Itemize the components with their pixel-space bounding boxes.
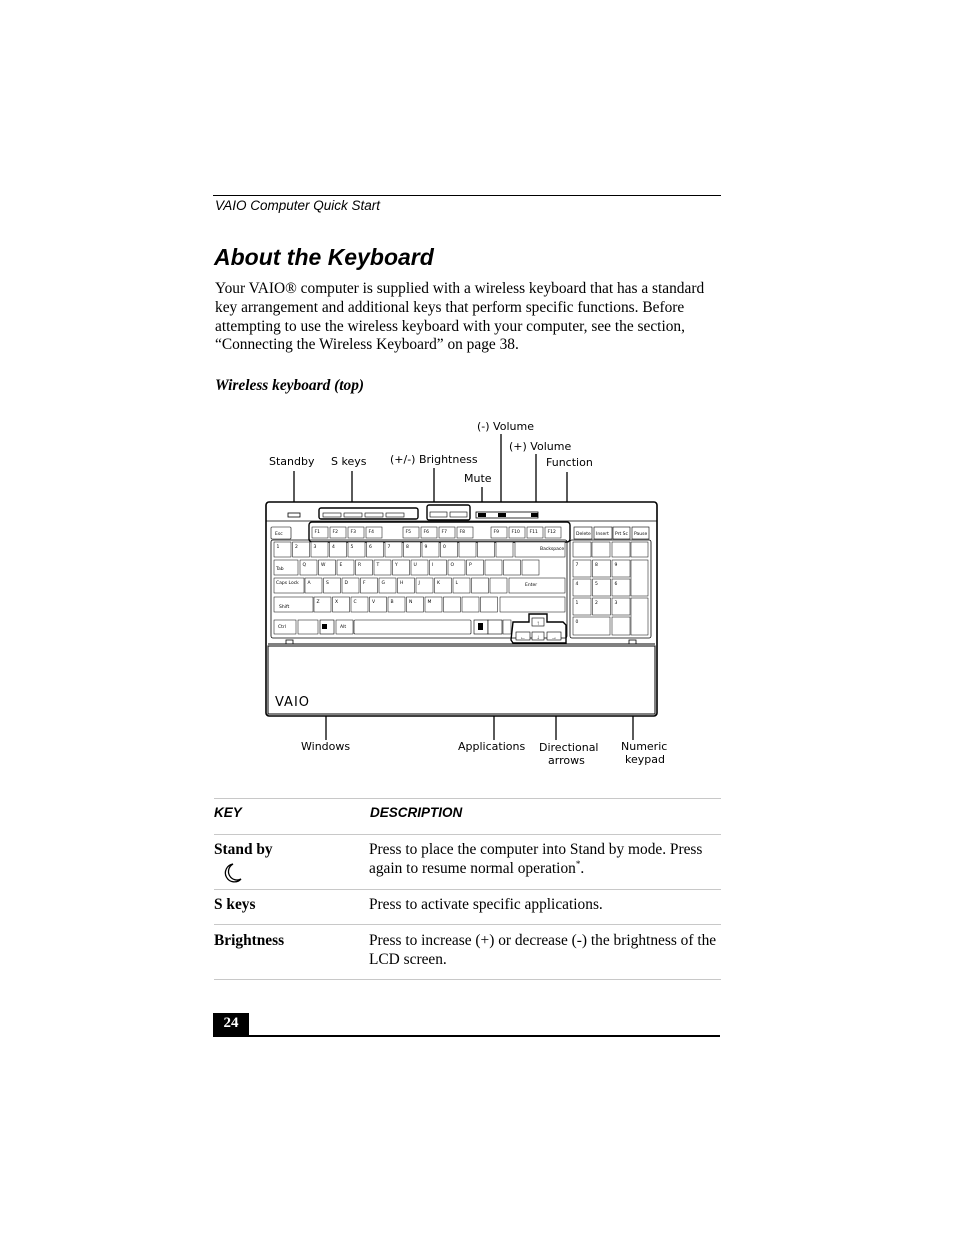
key-label: F7 xyxy=(441,530,447,535)
callout-minus-volume: (-) Volume xyxy=(477,420,534,433)
key-label: 3 xyxy=(313,545,317,550)
description-brightness: Press to increase (+) or decrease (-) the brightness of the LCD screen. xyxy=(369,932,717,968)
key-label: 9 xyxy=(424,545,428,550)
table-rule xyxy=(214,889,721,890)
key-label: J xyxy=(418,581,420,586)
function-keys xyxy=(312,527,561,538)
table-rule xyxy=(214,834,721,835)
keypad-zero-key xyxy=(573,617,610,635)
key-label: F5 xyxy=(405,530,411,535)
callout-function: Function xyxy=(546,456,593,469)
table-rule xyxy=(214,979,721,980)
key-label: E xyxy=(339,563,343,568)
callout-directional-2: arrows xyxy=(548,754,585,767)
key-label: L xyxy=(455,581,459,586)
letter-key xyxy=(481,597,498,612)
key-label: O xyxy=(450,563,455,568)
callout-mute: Mute xyxy=(464,472,492,485)
key-label: 2 xyxy=(595,601,598,606)
table-rule xyxy=(214,798,721,799)
callout-directional-1: Directional xyxy=(539,741,599,754)
key-stand-by: Stand by xyxy=(214,841,273,858)
key-s-keys: S keys xyxy=(214,896,256,913)
svg-text:Alt: Alt xyxy=(340,625,347,630)
key-label: F11 xyxy=(529,530,538,535)
letter-key xyxy=(504,560,521,575)
key-label: Z xyxy=(316,600,320,605)
keypad-key xyxy=(631,542,648,557)
key-label: F4 xyxy=(368,530,374,535)
callout-s-keys: S keys xyxy=(331,455,367,468)
key-label: 6 xyxy=(369,545,372,550)
page-number-box xyxy=(213,1013,249,1036)
svg-text:Delete: Delete xyxy=(576,532,591,537)
key-label: F xyxy=(363,581,366,586)
key-label: F8 xyxy=(459,530,465,535)
vaio-logo: VAIO xyxy=(275,695,311,710)
callout-plus-volume: (+) Volume xyxy=(509,440,572,453)
intro-paragraph xyxy=(215,280,723,355)
letter-key xyxy=(490,578,507,593)
key-label: 1 xyxy=(575,601,579,606)
svg-text:Prt Sc: Prt Sc xyxy=(615,532,629,537)
keypad-plus-key xyxy=(631,560,648,596)
page-title: About the Keyboard xyxy=(214,244,434,270)
intro-line: key arrangement and additional keys that perform specific functions. Before xyxy=(215,298,685,316)
key-label: 5 xyxy=(350,545,354,550)
number-key xyxy=(478,542,495,557)
header-rule xyxy=(213,195,721,196)
key-label: 4 xyxy=(332,545,335,550)
key-label: 4 xyxy=(575,582,579,587)
svg-text:Pause: Pause xyxy=(634,532,648,537)
description-stand-by: Press to place the computer into Stand by mode. Press again to resume normal operation*. xyxy=(369,841,703,877)
keypad-del-key xyxy=(612,617,630,635)
number-key xyxy=(459,542,476,557)
letter-key xyxy=(462,597,479,612)
svg-text:Enter: Enter xyxy=(525,583,538,588)
crescent-moon-icon xyxy=(219,862,243,884)
key-label: 7 xyxy=(387,545,391,550)
svg-text:Shift: Shift xyxy=(279,605,290,610)
key-brightness: Brightness xyxy=(214,932,285,949)
key-label: K xyxy=(437,581,440,586)
key-label: U xyxy=(413,563,417,568)
key-label: F1 xyxy=(314,530,320,535)
key-label: 3 xyxy=(614,601,618,606)
key-label: 1 xyxy=(276,545,280,550)
key-label: C xyxy=(353,600,357,605)
intro-line: “Connecting the Wireless Keyboard” on page 38. xyxy=(215,336,519,354)
arrow-left-icon: ← xyxy=(520,635,526,641)
key-label: 2 xyxy=(295,545,298,550)
arrow-up-icon: ↑ xyxy=(536,621,540,627)
keypad-enter-key xyxy=(631,598,648,635)
letter-key xyxy=(522,560,539,575)
svg-text:Ctrl: Ctrl xyxy=(278,625,287,630)
key-label: 6 xyxy=(614,582,618,587)
standby-button xyxy=(288,513,300,517)
table-rule xyxy=(214,924,721,925)
number-key xyxy=(496,542,513,557)
letter-key xyxy=(472,578,489,593)
footer-rule xyxy=(213,1035,720,1037)
key-label: R xyxy=(358,563,362,568)
callout-standby: Standby xyxy=(269,455,315,468)
arrow-right-icon: → xyxy=(551,635,557,641)
key-label: T xyxy=(376,563,380,568)
key-label: B xyxy=(390,600,394,605)
fn-key xyxy=(298,620,318,634)
figure-caption: Wireless keyboard (top) xyxy=(215,377,365,394)
key-label: P xyxy=(469,563,472,568)
key-label: S xyxy=(326,581,329,586)
page-number: 24 xyxy=(223,1015,239,1031)
key-label: F9 xyxy=(493,530,499,535)
key-label: W xyxy=(321,563,326,568)
key-label: F12 xyxy=(547,530,556,535)
key-label: 0 xyxy=(443,545,446,550)
right-shift-key xyxy=(500,597,565,612)
running-header: VAIO Computer Quick Start xyxy=(215,198,381,213)
key-label: 0 xyxy=(575,620,579,625)
key-label: X xyxy=(335,600,339,605)
spacebar xyxy=(354,620,471,634)
key-label: 7 xyxy=(575,563,579,568)
callout-windows: Windows xyxy=(301,740,351,753)
callout-brightness: (+/-) Brightness xyxy=(390,453,478,466)
description-s-keys: Press to activate specific applications. xyxy=(369,896,603,913)
key-label: F6 xyxy=(423,530,429,535)
svg-text:Insert: Insert xyxy=(596,532,609,537)
num-lock-key xyxy=(573,542,591,557)
intro-line: attempting to use the wireless keyboard with your computer, see the section, xyxy=(215,317,685,335)
key-label: V xyxy=(372,600,376,605)
key-label: F2 xyxy=(332,530,338,535)
key-label: 9 xyxy=(614,563,618,568)
intro-line: Your VAIO® computer is supplied with a wireless keyboard that has a standard xyxy=(215,280,705,297)
key-label: 8 xyxy=(595,563,598,568)
key-label: N xyxy=(409,600,413,605)
key-label: I xyxy=(432,563,434,568)
callout-applications: Applications xyxy=(458,740,526,753)
svg-text:Backspace: Backspace xyxy=(540,547,565,552)
column-header-key: KEY xyxy=(214,805,242,820)
footnote-marker: * xyxy=(575,858,581,869)
svg-text:Esc: Esc xyxy=(275,532,283,537)
svg-text:Caps Lock: Caps Lock xyxy=(276,581,299,586)
callout-numeric-2: keypad xyxy=(625,753,665,766)
key-label: D xyxy=(344,581,348,586)
keyboard-figure xyxy=(255,415,675,775)
callout-numeric-1: Numeric xyxy=(621,740,668,753)
key-label: 5 xyxy=(595,582,598,587)
key-label: M xyxy=(427,600,432,605)
key-label: 8 xyxy=(406,545,409,550)
key-label: A xyxy=(307,581,311,586)
keypad-key xyxy=(592,542,610,557)
key-label: H xyxy=(400,581,404,586)
letter-key xyxy=(444,597,461,612)
key-label: F3 xyxy=(350,530,356,535)
key-label: F10 xyxy=(511,530,520,535)
keypad-key xyxy=(612,542,630,557)
key-label: Y xyxy=(395,563,398,568)
ctrl-right-key xyxy=(503,620,511,634)
key-label: Q xyxy=(302,563,307,568)
arrow-down-icon: ↓ xyxy=(536,635,540,641)
key-label: G xyxy=(381,581,385,586)
letter-key xyxy=(485,560,502,575)
column-header-description: DESCRIPTION xyxy=(370,805,463,820)
svg-text:Tab: Tab xyxy=(276,567,284,572)
